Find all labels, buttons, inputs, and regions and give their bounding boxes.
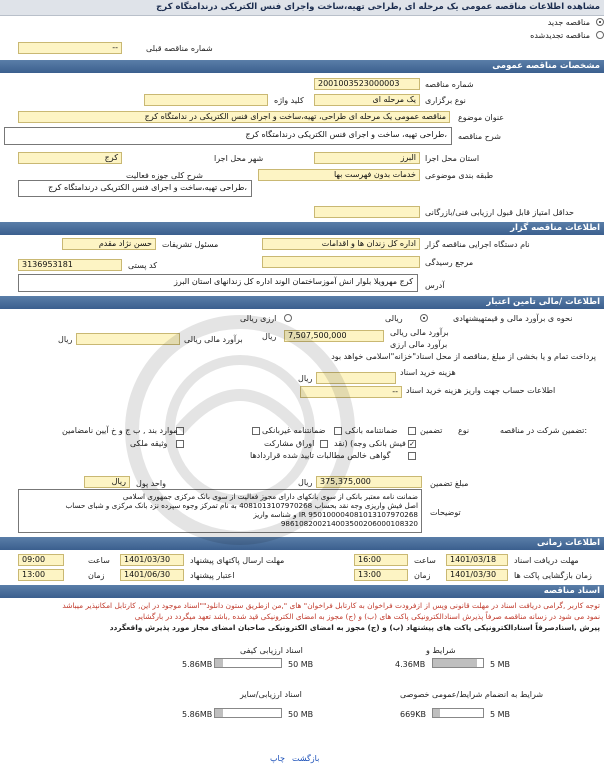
guarantee-label: تضمین شرکت در مناقصه: [500, 426, 588, 435]
rial-estimate-label: برآورد مالی ریالی [390, 328, 449, 337]
receive-doc-time: 16:00 [354, 554, 408, 566]
renewed-tender-radio[interactable] [596, 31, 604, 39]
address-box: کرج مهرویلا بلوار انش آموزساختمان الوند اداره کل زندانهای استان البرز [18, 274, 418, 292]
file-1-used: 4.36MB [395, 660, 426, 669]
file-1-fill [433, 659, 477, 667]
rial-estimate-unit: ریال [262, 332, 277, 341]
file-2-used: 5.86MB [182, 660, 213, 669]
city-field: کرج [18, 152, 122, 164]
doc-fee-label: هزینه خرید اسناد [400, 368, 456, 377]
postal-code-field: 3136953181 [18, 259, 122, 271]
validity-date: 1401/06/30 [120, 569, 184, 581]
page-title: مشاهده اطلاعات مناقصه عمومی یک مرحله ای ,طراحی تهیه،ساخت واجرای فنس الکتریکی درندامتگاه کرج [156, 2, 600, 12]
new-tender-radio[interactable] [596, 18, 604, 26]
file-3-fill [433, 709, 440, 717]
file-3-used: 669KB [400, 710, 427, 719]
validity-time: 13:00 [18, 569, 64, 581]
items-b-label: موارد بند , ب ج و خ آیین نامضامین [62, 426, 178, 435]
open-date: 1401/03/30 [446, 569, 508, 581]
account-info-label: اطلاعات حساب جهت واریز هزینه خرید اسناد [406, 386, 556, 395]
section-specs [0, 60, 604, 73]
min-score-field [314, 206, 420, 218]
fx-radio[interactable] [284, 314, 292, 322]
org-label: نام دستگاه اجرایی مناقصه گزار [425, 240, 530, 249]
subject-label: عنوان موضوع [458, 113, 505, 122]
rial-radio[interactable] [420, 314, 428, 322]
file-1-bar [432, 658, 484, 668]
amount-unit: ریال [298, 478, 313, 487]
postal-code-label: کد پستی [128, 261, 157, 270]
currency-label: واحد پول [136, 479, 166, 488]
notes-label: توضیحات [430, 508, 461, 517]
docs-col-public: شرایط به انضمام شرایط/عمومی خصوصی [400, 690, 544, 699]
validity-time-label: زمان [88, 571, 105, 580]
review-ref-field [262, 256, 420, 268]
file-3-total: 5 MB [490, 710, 511, 719]
file-4-fill [215, 709, 223, 717]
rial-radio-label: ریالی [385, 314, 403, 323]
section-finance-title: اطلاعات /مالی تامین اعتبار [486, 297, 600, 307]
section-time-title: اطلاعات زمانی [536, 538, 600, 548]
review-ref-label: مرجع رسیدگی [425, 258, 474, 267]
file-4-total: 50 MB [288, 710, 314, 719]
file-2-total: 50 MB [288, 660, 314, 669]
section-docs-title: اسناد مناقصه [543, 586, 600, 596]
estimate-method-label: نحوه ی برآورد مالی و قیمتهیشنهادی [453, 314, 573, 323]
prev-number-label: شماره مناقصه قبلی [146, 44, 213, 53]
tender-number-field: 2001003523000003 [314, 78, 420, 90]
doc-fee-field [316, 372, 396, 384]
section-finance [0, 296, 604, 309]
section-organizer [0, 222, 604, 235]
file-2-bar [214, 658, 282, 668]
validity-label: اعتبار پیشنهاد [190, 571, 235, 580]
docs-col-tender: اسناد ارزیابی/سایر [240, 690, 302, 699]
send-offer-time: 09:00 [18, 554, 64, 566]
amount-label: مبلغ تضمین [430, 479, 469, 488]
type-label: نوع برگزاری [425, 96, 466, 105]
notes-line-1: ضمانت نامه معتبر بانکی از سوی بانکهای دارای مجوز فعالیت از سوی بانک مرکزی جمهوری اسلامی [122, 492, 418, 501]
guarantee-type-label: نوع [458, 426, 470, 435]
file-3-bar [432, 708, 484, 718]
scope-box: ،طراحی تهیه،ساخت و اجرای فنس الکتریکی درندامتگاه کرج [18, 180, 252, 197]
send-offer-label: مهلت ارسال پاکتهای پیشنهاد [190, 556, 285, 565]
check-deposit-checkbox[interactable] [408, 440, 416, 448]
payment-note: پرداخت تمام و یا بخشی از مبلغ ,مناقصه از محل اسناد"خزانه"اسلامی خواهد بود [331, 352, 596, 361]
officer-label: مسئول تشریفات [162, 240, 219, 249]
send-offer-date: 1401/03/30 [120, 554, 184, 566]
amount-field: 375,375,000 [316, 476, 422, 488]
send-offer-time-label: ساعت [88, 556, 110, 565]
type-field: یک مرحله ای [314, 94, 420, 106]
file-2-fill [215, 659, 223, 667]
category-field: خدمات بدون فهرست بها [258, 169, 420, 181]
section-specs-title: مشخصات مناقصه عمومی [492, 61, 600, 71]
nonbank-guarantee-label: ضمانتنامه غیربانکی [262, 426, 326, 435]
address-label: آدرس [425, 281, 445, 290]
prev-number-field: -- [18, 42, 122, 54]
renewed-tender-label: مناقصه تجدیدشده [530, 31, 590, 40]
open-time: 13:00 [354, 569, 408, 581]
notes-box [18, 489, 422, 533]
description-box: ،طراحی تهیه، ساخت و اجرای فنس الکتریکی درندامتگاه کرج [4, 127, 452, 145]
bond-label: اوراق مشارکت [264, 439, 315, 448]
fx-estimate-field [76, 333, 180, 345]
fx-estimate-label-2: برآورد مالی ریالی [184, 335, 243, 344]
bond-checkbox[interactable] [320, 440, 328, 448]
return-link[interactable]: بازگشت [292, 754, 320, 763]
receive-doc-label: مهلت دریافت اسناد [514, 556, 579, 565]
section-docs [0, 585, 604, 598]
receivables-label: گواهی خالص مطالبات تایید شده قراردادها [250, 451, 391, 460]
doc-fee-unit: ریال [298, 374, 313, 383]
guarantee-word: تضمین [420, 426, 443, 435]
currency-field: ریال [84, 476, 130, 488]
category-label: طبقه بندی موضوعی [425, 171, 494, 180]
keyword-label: کلید واژه [274, 96, 304, 105]
new-tender-label: مناقصه جدید [547, 18, 590, 27]
property-label: وثیقه ملکی [130, 439, 168, 448]
notes-line-3: IR 950100004081013107970268 و شناسه واریز [253, 510, 418, 519]
docs-col-technical: اسناد ارزیابی کیفی [240, 646, 303, 655]
page-title-bar [0, 0, 604, 16]
file-4-used: 5.86MB [182, 710, 213, 719]
subject-field: مناقصه عمومی یک مرحله ای طراحی، تهیه،ساخت و اجرای فنس الکتریکی در ندامتگاه کرج [18, 111, 450, 123]
docs-col-general: شرایط و [426, 646, 456, 655]
fx-estimate-label: برآورد مالی ارزی [390, 340, 448, 349]
min-score-label: حداقل امتیاز قابل قبول ارزیابی فنی/بازرگانی [425, 208, 574, 217]
receive-doc-time-label: ساعت [414, 556, 436, 565]
nonbank-guarantee-checkbox[interactable] [252, 427, 260, 435]
print-link[interactable]: چاپ [270, 754, 285, 763]
receive-doc-date: 1401/03/18 [446, 554, 508, 566]
section-time [0, 537, 604, 550]
fx-radio-label: ارزی ریالی [240, 314, 277, 323]
fx-estimate-unit: ریال [58, 335, 73, 344]
officer-field: حسن نژاد مقدم [62, 238, 156, 250]
file-4-bar [214, 708, 282, 718]
warning-line-2: نمود می شود در زسانه مناقصه صرفاً پذیرش اسنادالکترونیکی پاکت های (ب) و (ج) مجوز به امضای الکترونیکی قید شده ,باشد تعهد میگردد در بارگشایی [134, 612, 600, 621]
notes-line-4: 986108200214003500206000108320 [280, 519, 418, 528]
notes-line-2: اصل فیش واریزی وجه نقد بحساب 4081013107970268 به نام تمرکز وجوه سپرده نزد بانک مرکزی و شبای حساب [65, 501, 418, 510]
description-label: شرح مناقصه [458, 132, 502, 141]
org-field: اداره کل زندان ها و اقدامات [262, 238, 420, 250]
bank-guarantee-label: ضمانتنامه بانکی [345, 426, 398, 435]
scope-label: شرح کلی جوزه فعالیت [126, 171, 203, 180]
province-label: استان محل اجرا [425, 154, 480, 163]
city-label: شهر محل اجرا [214, 154, 264, 163]
province-field: البرز [314, 152, 420, 164]
check-deposit-label: فیش بانکی وجه) (نقد [334, 439, 406, 448]
warning-line-3: پیرش ,اسنادصرفاً اسنادالکترونیکی پاکت های پیشنهاد (ب) و (ج) مجوز به امضای الکترونیکی صاحبان امضای مجاز مورد پذیرش واقعگردد [109, 623, 600, 632]
keyword-field [144, 94, 268, 106]
open-time-label: زمان [414, 571, 431, 580]
tender-number-label: شماره مناقصه [425, 80, 474, 89]
bank-guarantee-checkbox[interactable] [334, 427, 342, 435]
receivables-checkbox[interactable] [408, 452, 416, 460]
warning-line-1: توجه کاربر ,گرامی دریافت اسناد در مهلت قانونی وپس از ازفرودت فراخوان به کارتابل فراخوان" های ",من ازطریق ستون دانلود""اسناد موجود در این, کارتابل امکانپذیر میباشد [62, 601, 600, 610]
property-checkbox[interactable] [176, 440, 184, 448]
section-organizer-title: اطلاعات مناقصه گزار [510, 223, 600, 233]
account-info-field: -- [300, 386, 402, 398]
rial-estimate-field: 7,507,500,000 [284, 330, 384, 342]
open-label: زمان بازگشایی پاکت ها [514, 571, 592, 580]
file-1-total: 5 MB [490, 660, 511, 669]
guarantee-checkbox[interactable] [408, 427, 416, 435]
